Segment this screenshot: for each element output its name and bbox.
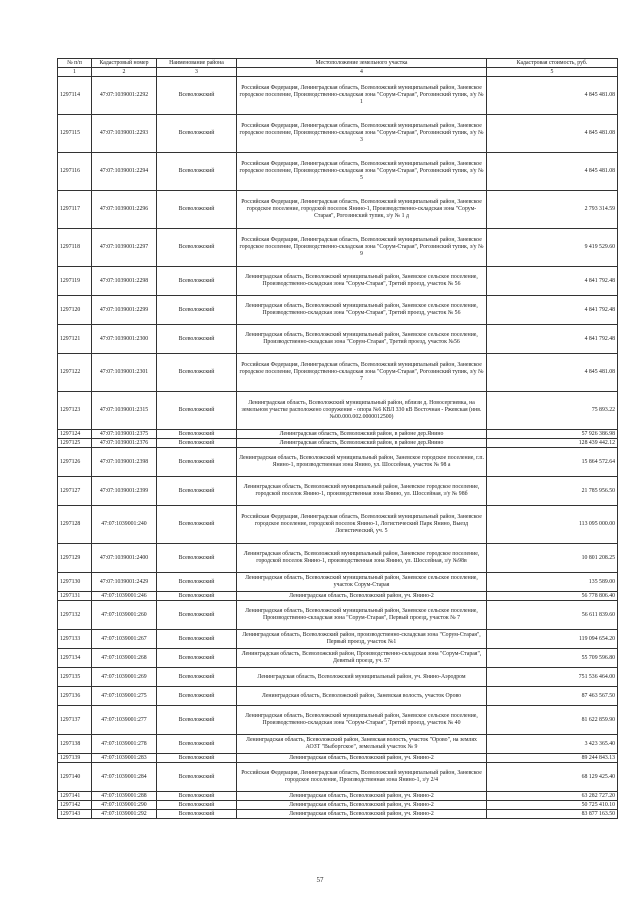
table-row xyxy=(58,448,618,477)
cadastral-number-cell: 47:07:1039001:284 xyxy=(92,763,157,792)
district-cell: Всеволожский xyxy=(157,601,237,630)
district-cell: Всеволожский xyxy=(157,687,237,706)
header-cell-district: Наименование района xyxy=(157,59,237,68)
cadastral-value-cell: 113 095 000.00 xyxy=(487,506,618,544)
row-number-cell: 1297118 xyxy=(58,229,92,267)
district-cell: Всеволожский xyxy=(157,706,237,735)
page-number: 57 xyxy=(316,876,324,884)
table-row xyxy=(58,153,618,191)
cadastral-value-cell: 751 536 464.00 xyxy=(487,668,618,687)
district-cell: Всеволожский xyxy=(157,592,237,601)
table-row xyxy=(58,439,618,448)
district-cell: Всеволожский xyxy=(157,153,237,191)
district-cell: Всеволожский xyxy=(157,325,237,354)
row-number-cell: 1297116 xyxy=(58,153,92,191)
row-number-cell: 1297135 xyxy=(58,668,92,687)
cadastral-value-cell: 75 893.22 xyxy=(487,392,618,430)
cadastral-number-cell: 47:07:1039001:275 xyxy=(92,687,157,706)
table-row xyxy=(58,430,618,439)
cadastral-value-cell: 68 129 425.40 xyxy=(487,763,618,792)
column-number: 2 xyxy=(92,68,157,77)
table-row xyxy=(58,706,618,735)
location-cell: Ленинградская область, Всеволожский муниципальный район, вблизи д. Новосергиевка, на земельном участке расположено сооружение - опора №6 КВЛ 330 кВ Восточная - Ржевская (инв.№00.000.002.0000012500) xyxy=(237,392,487,430)
cadastral-number-cell: 47:07:1039001:290 xyxy=(92,801,157,810)
row-number-cell: 1297134 xyxy=(58,649,92,668)
location-cell: Ленинградская область, Всеволожский район, Заневская волость, участок "Орово", на землях АОЗТ "Выборгское", земельный участок № 9 xyxy=(237,735,487,754)
location-cell: Ленинградская область, Всеволожский муниципальный район, Заневское сельское поселение, Производственно-складская зона "Сорум-Старая", Третий проезд, участок №56 xyxy=(237,325,487,354)
cadastral-number-cell: 47:07:1039001:2398 xyxy=(92,448,157,477)
location-cell: Ленинградская область, Всеволожский муниципальный район, Заневское сельское поселение, Производственно-складская зона "Сорум-Старая", Третий проезд, участок № 56 xyxy=(237,296,487,325)
row-number-cell: 1297121 xyxy=(58,325,92,354)
cadastral-number-cell: 47:07:1039001:2429 xyxy=(92,573,157,592)
table-row xyxy=(58,735,618,754)
cadastral-value-cell: 128 439 442.12 xyxy=(487,439,618,448)
location-cell: Ленинградская область, Всеволожский район, в районе дер.Янино xyxy=(237,439,487,448)
row-number-cell: 1297125 xyxy=(58,439,92,448)
location-cell: Российская Федерация, Ленинградская область, Всеволожский муниципальный район, Заневское городское поселение, Производственная зона Янино-1, з/у 2/4 xyxy=(237,763,487,792)
district-cell: Всеволожский xyxy=(157,191,237,229)
cadastral-table xyxy=(57,58,618,819)
row-number-cell: 1297138 xyxy=(58,735,92,754)
cadastral-value-cell: 4 841 792.48 xyxy=(487,296,618,325)
district-cell: Всеволожский xyxy=(157,115,237,153)
header-cell-number: № п/п xyxy=(58,59,92,68)
cadastral-number-cell: 47:07:1039001:288 xyxy=(92,792,157,801)
location-cell: Ленинградская область, Всеволожский район, производственно-складская зона "Сорум-Старая", Первый проезд, участок №1 xyxy=(237,630,487,649)
column-number: 5 xyxy=(487,68,618,77)
table-row xyxy=(58,354,618,392)
table-body xyxy=(58,77,618,819)
row-number-cell: 1297143 xyxy=(58,810,92,819)
row-number-cell: 1297114 xyxy=(58,77,92,115)
table-row xyxy=(58,792,618,801)
table-row xyxy=(58,668,618,687)
row-number-cell: 1297130 xyxy=(58,573,92,592)
row-number-cell: 1297123 xyxy=(58,392,92,430)
cadastral-number-cell: 47:07:1039001:268 xyxy=(92,649,157,668)
cadastral-value-cell: 56 778 806.40 xyxy=(487,592,618,601)
district-cell: Всеволожский xyxy=(157,506,237,544)
location-cell: Ленинградская область, Всеволожский район, в районе дер.Янино xyxy=(237,430,487,439)
cadastral-value-cell: 9 419 529.60 xyxy=(487,229,618,267)
table-row xyxy=(58,763,618,792)
location-cell: Ленинградская область, Всеволожский район, уч. Янино-2 xyxy=(237,592,487,601)
cadastral-value-cell: 119 094 654.20 xyxy=(487,630,618,649)
location-cell: Ленинградская область, Всеволожский муниципальный район, Заневское городское поселение, г.п. Янино-1, производственная зона Янино, ул. Шоссейная, участок № 98 а xyxy=(237,448,487,477)
district-cell: Всеволожский xyxy=(157,754,237,763)
location-cell: Ленинградская область, Всеволожский муниципальный район, Заневское сельское поселение, Производственно-складская зона "Сорум-Старая", Третий проезд, участок № 40 xyxy=(237,706,487,735)
cadastral-value-cell: 83 877 163.50 xyxy=(487,810,618,819)
row-number-cell: 1297120 xyxy=(58,296,92,325)
column-number-row xyxy=(58,68,618,77)
district-cell: Всеволожский xyxy=(157,792,237,801)
cadastral-value-cell: 87 463 567.50 xyxy=(487,687,618,706)
row-number-cell: 1297133 xyxy=(58,630,92,649)
table-row xyxy=(58,630,618,649)
district-cell: Всеволожский xyxy=(157,267,237,296)
cadastral-value-cell: 89 244 843.13 xyxy=(487,754,618,763)
district-cell: Всеволожский xyxy=(157,448,237,477)
cadastral-value-cell: 21 785 956.50 xyxy=(487,477,618,506)
table-row xyxy=(58,506,618,544)
header-cell-location: Местоположение земельного участка xyxy=(237,59,487,68)
row-number-cell: 1297142 xyxy=(58,801,92,810)
row-number-cell: 1297136 xyxy=(58,687,92,706)
header-cell-cadastral: Кадастровый номер xyxy=(92,59,157,68)
cadastral-number-cell: 47:07:1039001:2294 xyxy=(92,153,157,191)
location-cell: Ленинградская область, Всеволожский район, уч. Янино-2 xyxy=(237,810,487,819)
district-cell: Всеволожский xyxy=(157,77,237,115)
column-number: 1 xyxy=(58,68,92,77)
cadastral-value-cell: 63 282 727.20 xyxy=(487,792,618,801)
row-number-cell: 1297127 xyxy=(58,477,92,506)
district-cell: Всеволожский xyxy=(157,296,237,325)
table-row xyxy=(58,801,618,810)
cadastral-value-cell: 3 423 365.40 xyxy=(487,735,618,754)
location-cell: Ленинградская область, Всеволожский район, уч. Янино-2 xyxy=(237,792,487,801)
cadastral-value-cell: 4 841 792.48 xyxy=(487,325,618,354)
table-header xyxy=(58,59,618,77)
cadastral-number-cell: 47:07:1039001:246 xyxy=(92,592,157,601)
cadastral-value-cell: 4 845 481.08 xyxy=(487,354,618,392)
header-row xyxy=(58,59,618,68)
row-number-cell: 1297140 xyxy=(58,763,92,792)
table-row xyxy=(58,573,618,592)
cadastral-value-cell: 55 709 596.80 xyxy=(487,649,618,668)
location-cell: Российская Федерация, Ленинградская область, Всеволожский муниципальный район, Заневское городское поселение, городской поселок Янино-1, Логистический Парк Янино, Выезд Логистический, уч. 5 xyxy=(237,506,487,544)
cadastral-value-cell: 4 845 481.08 xyxy=(487,115,618,153)
cadastral-number-cell: 47:07:1039001:2298 xyxy=(92,267,157,296)
cadastral-number-cell: 47:07:1039001:278 xyxy=(92,735,157,754)
cadastral-number-cell: 47:07:1039001:269 xyxy=(92,668,157,687)
row-number-cell: 1297128 xyxy=(58,506,92,544)
location-cell: Ленинградская область, Всеволожский район, Заневская волость, участок Орово xyxy=(237,687,487,706)
cadastral-number-cell: 47:07:1039001:2315 xyxy=(92,392,157,430)
location-cell: Российская Федерация, Ленинградская область, Всеволожский муниципальный район, Заневское городское поселение, Производственно-складская зона "Сорум-Старая", Рогозинский тупик, з/у № 7 xyxy=(237,354,487,392)
location-cell: Ленинградская область, Всеволожский район, уч. Янино-2 xyxy=(237,754,487,763)
cadastral-number-cell: 47:07:1039001:2376 xyxy=(92,439,157,448)
district-cell: Всеволожский xyxy=(157,763,237,792)
cadastral-number-cell: 47:07:1039001:2300 xyxy=(92,325,157,354)
district-cell: Всеволожский xyxy=(157,810,237,819)
table-row xyxy=(58,649,618,668)
cadastral-number-cell: 47:07:1039001:277 xyxy=(92,706,157,735)
table-row xyxy=(58,601,618,630)
column-number: 3 xyxy=(157,68,237,77)
row-number-cell: 1297115 xyxy=(58,115,92,153)
cadastral-value-cell: 10 801 208.25 xyxy=(487,544,618,573)
cadastral-number-cell: 47:07:1039001:2293 xyxy=(92,115,157,153)
cadastral-value-cell: 4 845 481.08 xyxy=(487,77,618,115)
table-row xyxy=(58,687,618,706)
district-cell: Всеволожский xyxy=(157,392,237,430)
district-cell: Всеволожский xyxy=(157,439,237,448)
location-cell: Ленинградская область, Всеволожский муниципальный район, Заневское сельское поселение, участок Сорум-Старая xyxy=(237,573,487,592)
location-cell: Российская Федерация, Ленинградская область, Всеволожский муниципальный район, Заневское городское поселение, городской поселок Янино-1, Производственно-складская зона "Сорум-Старая", Рогозинский тупик, з/у № 1 д xyxy=(237,191,487,229)
row-number-cell: 1297124 xyxy=(58,430,92,439)
row-number-cell: 1297137 xyxy=(58,706,92,735)
table-row xyxy=(58,77,618,115)
district-cell: Всеволожский xyxy=(157,229,237,267)
table-row xyxy=(58,229,618,267)
table-row xyxy=(58,296,618,325)
cadastral-number-cell: 47:07:1039001:283 xyxy=(92,754,157,763)
cadastral-number-cell: 47:07:1039001:2400 xyxy=(92,544,157,573)
cadastral-number-cell: 47:07:1039001:2296 xyxy=(92,191,157,229)
table-row xyxy=(58,810,618,819)
district-cell: Всеволожский xyxy=(157,573,237,592)
district-cell: Всеволожский xyxy=(157,544,237,573)
cadastral-number-cell: 47:07:1039001:2292 xyxy=(92,77,157,115)
cadastral-number-cell: 47:07:1039001:2375 xyxy=(92,430,157,439)
location-cell: Российская Федерация, Ленинградская область, Всеволожский муниципальный район, Заневское городское поселение, Производственно-складская зона "Сорум-Старая", Рогозинский тупик, з/у № 9 xyxy=(237,229,487,267)
row-number-cell: 1297117 xyxy=(58,191,92,229)
cadastral-number-cell: 47:07:1039001:260 xyxy=(92,601,157,630)
table-row xyxy=(58,191,618,229)
location-cell: Ленинградская область, Всеволожский муниципальный район, Заневское сельское поселение, Производственно-складская зона "Сорум-Старая", Первый проезд, участок № 7 xyxy=(237,601,487,630)
row-number-cell: 1297126 xyxy=(58,448,92,477)
cadastral-number-cell: 47:07:1039001:2399 xyxy=(92,477,157,506)
cadastral-value-cell: 50 725 410.10 xyxy=(487,801,618,810)
cadastral-value-cell: 4 841 792.48 xyxy=(487,267,618,296)
location-cell: Ленинградская область, Всеволожский муниципальный район, уч. Янино-Аэродром xyxy=(237,668,487,687)
cadastral-value-cell: 135 589.00 xyxy=(487,573,618,592)
location-cell: Ленинградская область, Всеволожский муниципальный район, Заневское городское поселение, городской поселок Янино-1, производственная зона Янино, ул. Шоссейная, з/у №98в xyxy=(237,544,487,573)
row-number-cell: 1297132 xyxy=(58,601,92,630)
header-cell-value: Кадастровая стоимость, руб. xyxy=(487,59,618,68)
row-number-cell: 1297139 xyxy=(58,754,92,763)
table-row xyxy=(58,267,618,296)
cadastral-value-cell: 81 622 859.90 xyxy=(487,706,618,735)
column-number: 4 xyxy=(237,68,487,77)
cadastral-number-cell: 47:07:1039001:240 xyxy=(92,506,157,544)
cadastral-number-cell: 47:07:1039001:292 xyxy=(92,810,157,819)
district-cell: Всеволожский xyxy=(157,430,237,439)
cadastral-value-cell: 57 926 386.98 xyxy=(487,430,618,439)
cadastral-value-cell: 2 793 314.59 xyxy=(487,191,618,229)
row-number-cell: 1297129 xyxy=(58,544,92,573)
cadastral-value-cell: 56 611 839.60 xyxy=(487,601,618,630)
district-cell: Всеволожский xyxy=(157,735,237,754)
district-cell: Всеволожский xyxy=(157,354,237,392)
district-cell: Всеволожский xyxy=(157,801,237,810)
location-cell: Российская Федерация, Ленинградская область, Всеволожский муниципальный район, Заневское городское поселение, Производственно-складская зона "Сорум-Старая", Рогозинский тупик, з/у № 5 xyxy=(237,153,487,191)
cadastral-number-cell: 47:07:1039001:2297 xyxy=(92,229,157,267)
table-row xyxy=(58,592,618,601)
cadastral-value-cell: 15 864 572.64 xyxy=(487,448,618,477)
table-row xyxy=(58,477,618,506)
district-cell: Всеволожский xyxy=(157,477,237,506)
cadastral-number-cell: 47:07:1039001:267 xyxy=(92,630,157,649)
location-cell: Ленинградская область, Всеволожский район, уч. Янино-2 xyxy=(237,801,487,810)
cadastral-number-cell: 47:07:1039001:2301 xyxy=(92,354,157,392)
row-number-cell: 1297131 xyxy=(58,592,92,601)
location-cell: Российская Федерация, Ленинградская область, Всеволожский муниципальный район, Заневское городское поселение, Производственно-складская зона "Сорум-Старая", Рогозинский тупик, з/у № 1 xyxy=(237,77,487,115)
district-cell: Всеволожский xyxy=(157,630,237,649)
district-cell: Всеволожский xyxy=(157,668,237,687)
location-cell: Российская Федерация, Ленинградская область, Всеволожский муниципальный район, Заневское городское поселение, Производственно-складская зона "Сорум-Старая", Рогозинский тупик, з/у № 3 xyxy=(237,115,487,153)
table-row xyxy=(58,754,618,763)
row-number-cell: 1297122 xyxy=(58,354,92,392)
location-cell: Ленинградская область, Всеволожский район, Производственно-складская зона "Сорум-Старая", Девятый проезд, уч. 57 xyxy=(237,649,487,668)
location-cell: Ленинградская область, Всеволожский муниципальный район, Заневское городское поселение, городской поселок Янино-1, производственная зона Янино, ул. Шоссейная, з/у № 98б xyxy=(237,477,487,506)
cadastral-number-cell: 47:07:1039001:2299 xyxy=(92,296,157,325)
table-row xyxy=(58,392,618,430)
row-number-cell: 1297141 xyxy=(58,792,92,801)
row-number-cell: 1297119 xyxy=(58,267,92,296)
cadastral-value-cell: 4 845 481.08 xyxy=(487,153,618,191)
table-row xyxy=(58,115,618,153)
district-cell: Всеволожский xyxy=(157,649,237,668)
table-row xyxy=(58,325,618,354)
location-cell: Ленинградская область, Всеволожский муниципальный район, Заневское сельское поселение, Производственно-складская зона "Сорум-Старая", Третий проезд, участок № 56 xyxy=(237,267,487,296)
table-row xyxy=(58,544,618,573)
